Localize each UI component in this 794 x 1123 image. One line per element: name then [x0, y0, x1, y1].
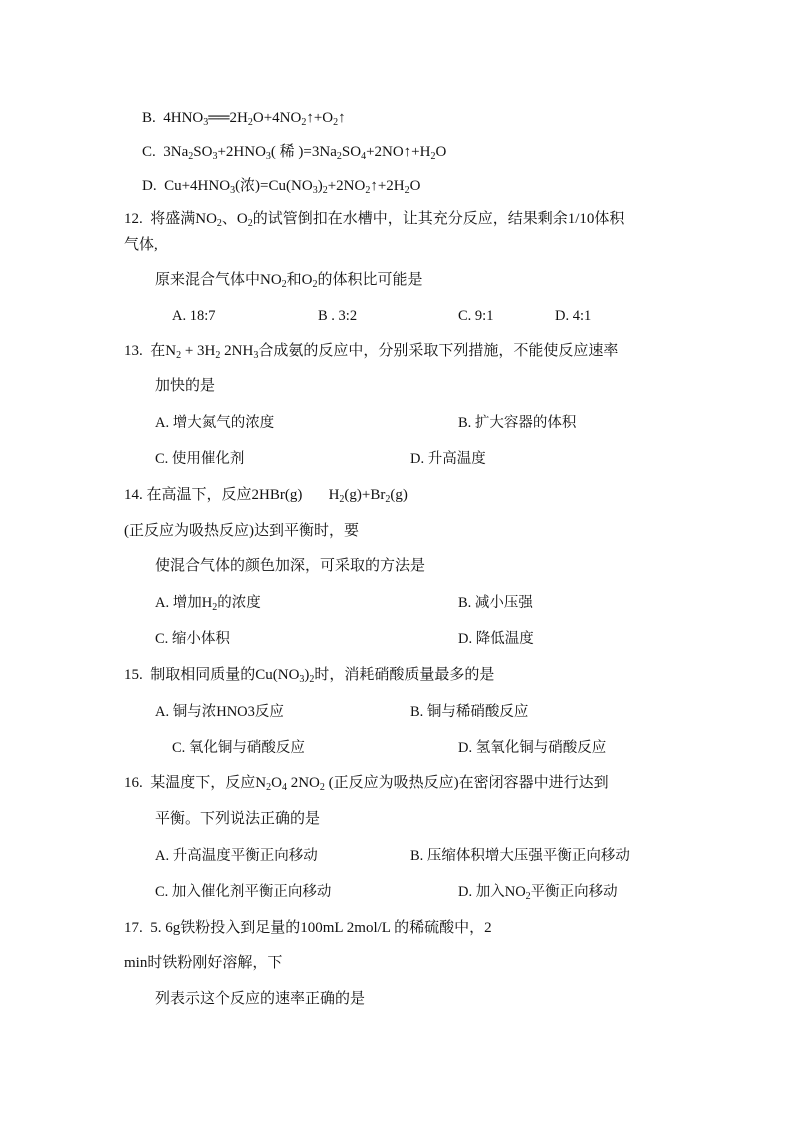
option-text: 的浓度: [217, 595, 261, 611]
stem-text: 合成氨的反应中，分别采取下列措施，不能使反应速率: [258, 343, 619, 359]
q15-option-a: A. 铜与浓HNO3反应: [155, 704, 284, 720]
option-text: D. 加入NO: [458, 884, 526, 900]
formula-part: O+4NO: [252, 110, 302, 126]
subscript: 2: [216, 218, 222, 229]
stem-text: 在N: [150, 343, 177, 359]
subscript: 2: [312, 279, 318, 290]
stem-text: 、O: [221, 211, 248, 227]
stem-text: 14. 在高温下，反应2HBr(g): [124, 487, 303, 503]
subscript: 2: [525, 891, 531, 902]
q16-stem-line1: [124, 773, 609, 793]
q17-stem-line3: 列表示这个反应的速率正确的是: [155, 991, 366, 1007]
stem-text: (g): [390, 487, 408, 503]
subscript: 3: [230, 185, 236, 196]
subscript: 2: [281, 279, 287, 290]
subscript: 2: [336, 151, 342, 162]
q12-stem-line1: [124, 209, 624, 229]
stem-text: 时，消耗硝酸质量最多的是: [314, 667, 495, 683]
subscript: 4: [361, 151, 367, 162]
formula-part: ↑: [338, 110, 346, 126]
q13-stem-line2: 加快的是: [155, 378, 216, 394]
formula-part: ↑+2H: [370, 178, 405, 194]
subscript: 2: [333, 117, 339, 128]
subscript: 3: [312, 185, 318, 196]
formula-part: O: [409, 178, 421, 194]
subscript: 4: [281, 782, 287, 793]
subscript: 2: [247, 218, 253, 229]
stem-text: 2NH: [220, 343, 254, 359]
subscript: 2: [365, 185, 371, 196]
q12-option-b: B . 3:2: [318, 308, 358, 324]
formula-part: 3Na: [163, 144, 189, 160]
q13-option-b: B. 扩大容器的体积: [458, 415, 577, 431]
subscript: 2: [309, 674, 315, 685]
formula-part: +2NO↑+H: [366, 144, 431, 160]
q11-option-c: [142, 142, 446, 162]
q15-option-c: C. 氧化铜与硝酸反应: [172, 740, 305, 756]
option-text: 平衡正向移动: [530, 884, 618, 900]
stem-text: ): [304, 667, 310, 683]
q12-option-c: C. 9:1: [458, 308, 494, 324]
stem-text: O: [271, 775, 282, 791]
subscript: 2: [188, 151, 194, 162]
question-number: 13.: [124, 343, 143, 359]
subscript: 3: [265, 151, 271, 162]
q16-option-a: A. 升高温度平衡正向移动: [155, 848, 318, 864]
formula-part: ↑+O: [306, 110, 334, 126]
q12-stem-line2: 气体,: [124, 237, 158, 253]
q13-stem-line1: [124, 341, 618, 361]
subscript: 2: [215, 350, 221, 361]
formula-part: ): [317, 178, 323, 194]
subscript: 2: [212, 602, 218, 613]
q14-option-a: [155, 593, 261, 613]
stem-text: 的试管倒扣在水槽中，让其充分反应，结果剩余1/10体积: [252, 211, 625, 227]
question-number: 16.: [124, 775, 143, 791]
formula-part: 4HNO: [163, 110, 204, 126]
q17-stem-line2: min时铁粉刚好溶解，下: [124, 955, 283, 971]
q12-stem-line3: [155, 270, 423, 290]
subscript: 2: [385, 494, 391, 505]
q15-option-d: D. 氢氧化铜与硝酸反应: [458, 740, 607, 756]
subscript: 2: [430, 151, 436, 162]
option-letter: C.: [142, 144, 156, 160]
formula-part: +2HNO: [217, 144, 266, 160]
subscript: 3: [253, 350, 259, 361]
q16-option-d: [458, 882, 618, 902]
q11-option-b: [142, 108, 346, 128]
option-letter: D.: [142, 178, 157, 194]
formula-part: O: [435, 144, 447, 160]
option-text: A. 增加H: [155, 595, 213, 611]
q14-stem-line3: 使混合气体的颜色加深，可采取的方法是: [155, 558, 426, 574]
subscript: 3: [203, 117, 209, 128]
stem-text: (g)+Br: [344, 487, 386, 503]
stem-text: H: [328, 487, 340, 503]
q15-stem-line1: [124, 665, 494, 685]
subscript: 2: [339, 494, 345, 505]
stem-text: 的体积比可能是: [317, 272, 423, 288]
q14-option-c: C. 缩小体积: [155, 631, 230, 647]
stem-text: + 3H: [181, 343, 216, 359]
subscript: 2: [322, 185, 328, 196]
stem-text: (正反应为吸热反应)在密闭容器中进行达到: [324, 775, 609, 791]
subscript: 3: [212, 151, 218, 162]
formula-part: Cu+4HNO: [164, 178, 231, 194]
q17-stem-line1: [124, 918, 492, 938]
formula-part: SO: [193, 144, 213, 160]
subscript: 2: [176, 350, 182, 361]
formula-part: ( 稀 )=3Na: [270, 144, 337, 160]
q16-stem-line2: 平衡。下列说法正确的是: [155, 811, 321, 827]
question-number: 15.: [124, 667, 143, 683]
subscript: 3: [299, 674, 305, 685]
formula-part: (浓)=Cu(NO: [235, 178, 313, 194]
q14-option-b: B. 减小压强: [458, 595, 533, 611]
q11-option-d: [142, 176, 420, 196]
subscript: 2: [404, 185, 410, 196]
subscript: 2: [266, 782, 272, 793]
stem-text: 和O: [286, 272, 313, 288]
q14-stem-line1: [124, 485, 408, 505]
q13-option-d: D. 升高温度: [410, 451, 486, 467]
stem-text: 5. 6g铁粉投入到足量的100mL 2mol/L 的稀硫酸中，2: [150, 920, 492, 936]
subscript: 2: [247, 117, 253, 128]
stem-text: 原来混合气体中NO: [155, 272, 282, 288]
q12-option-a: A. 18:7: [172, 308, 216, 324]
q14-stem-line2: (正反应为吸热反应)达到平衡时，要: [124, 523, 359, 539]
q15-option-b: B. 铜与稀硝酸反应: [410, 704, 529, 720]
formula-part: +2NO: [327, 178, 366, 194]
q12-option-d: D. 4:1: [555, 308, 592, 324]
formula-part: SO: [341, 144, 362, 160]
q13-option-c: C. 使用催化剂: [155, 451, 245, 467]
stem-text: 将盛满NO: [150, 211, 217, 227]
q13-option-a: A. 增大氮气的浓度: [155, 415, 275, 431]
stem-text: 2NO: [286, 775, 320, 791]
subscript: 2: [319, 782, 325, 793]
stem-text: 制取相同质量的Cu(NO: [150, 667, 300, 683]
question-number: 12.: [124, 211, 143, 227]
formula-part: ══2H: [208, 110, 248, 126]
q16-option-b: B. 压缩体积增大压强平衡正向移动: [410, 848, 630, 864]
stem-text: 某温度下，反应N: [150, 775, 267, 791]
q16-option-c: C. 加入催化剂平衡正向移动: [155, 884, 332, 900]
q14-option-d: D. 降低温度: [458, 631, 534, 647]
subscript: 2: [301, 117, 307, 128]
option-letter: B.: [142, 110, 156, 126]
question-number: 17.: [124, 920, 143, 936]
